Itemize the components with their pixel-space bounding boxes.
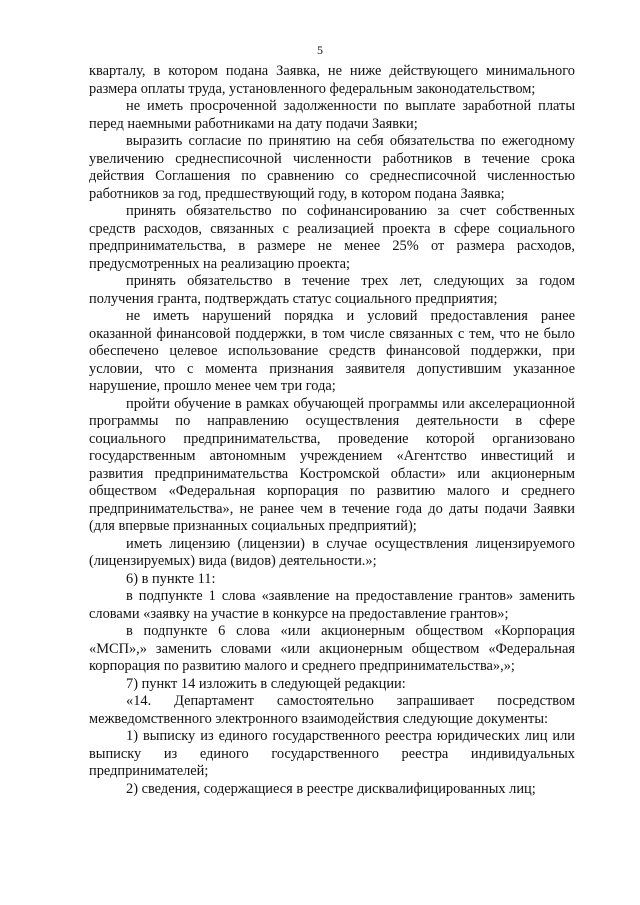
paragraph: принять обязательство по софинансированию за счет собственных средств расходов, связанных с реализацией проекта в сфере социального предпринимательства, в размере не менее 25% от размера расходов, предусмотренных на реализацию проекта; bbox=[89, 203, 575, 272]
paragraph: выразить согласие по принятию на себя обязательства по ежегодному увеличению среднесписочной численности работников в течение срока действия Соглашения по сравнению со среднесписочной численностью работников за год, предшествующий году, в котором подана Заявка; bbox=[89, 133, 575, 202]
paragraph: 7) пункт 14 изложить в следующей редакции: bbox=[126, 675, 406, 692]
paragraph: 2) сведения, содержащиеся в реестре дисквалифицированных лиц; bbox=[126, 780, 536, 797]
paragraph: не иметь просроченной задолженности по выплате заработной платы перед наемными работниками на дату подачи Заявки; bbox=[89, 98, 575, 132]
paragraph: не иметь нарушений порядка и условий предоставления ранее оказанной финансовой поддержки, в том числе связанных с тем, что не было обеспечено целевое использование средств финансовой поддержки, при условии, что с момента признания заявителя допустившим указанное нарушение, прошло менее чем три года; bbox=[89, 308, 575, 394]
paragraph: кварталу, в котором подана Заявка, не ниже действующего минимального размера оплаты труда, установленного федеральным законодательством; bbox=[89, 63, 575, 97]
paragraph: в подпункте 6 слова «или акционерным обществом «Корпорация «МСП»,» заменить словами «или акционерным обществом «Федеральная корпорация по развитию малого и среднего предпринимательства»,»; bbox=[89, 623, 575, 674]
paragraph: принять обязательство в течение трех лет, следующих за годом получения гранта, подтверждать статус социального предприятия; bbox=[89, 273, 575, 307]
paragraph: пройти обучение в рамках обучающей программы или акселерационной программы по направлению осуществления деятельности в сфере социального предпринимательства, проведение которой организовано государственным автономным учреждением «Агентство инвестиций и развития предпринимательства Костромской области» или акционерным обществом «Федеральная корпорация по развитию малого и среднего предпринимательства», не ранее чем в течение года до даты подачи Заявки (для впервые признанных социальных предприятий); bbox=[89, 395, 575, 534]
paragraph: в подпункте 1 слова «заявление на предоставление грантов» заменить словами «заявку на участие в конкурсе на предоставление грантов»; bbox=[89, 588, 575, 622]
paragraph: 6) в пункте 11: bbox=[126, 570, 216, 587]
paragraph: «14. Департамент самостоятельно запрашивает посредством межведомственного электронного взаимодействия следующие документы: bbox=[89, 693, 575, 727]
document-body bbox=[89, 63, 575, 798]
paragraph: 1) выписку из единого государственного реестра юридических лиц или выписку из единого государственного реестра индивидуальных предпринимателей; bbox=[89, 728, 575, 779]
paragraph: иметь лицензию (лицензии) в случае осуществления лицензируемого (лицензируемых) вида (видов) деятельности.»; bbox=[89, 535, 575, 569]
page-number: 5 bbox=[317, 43, 323, 57]
